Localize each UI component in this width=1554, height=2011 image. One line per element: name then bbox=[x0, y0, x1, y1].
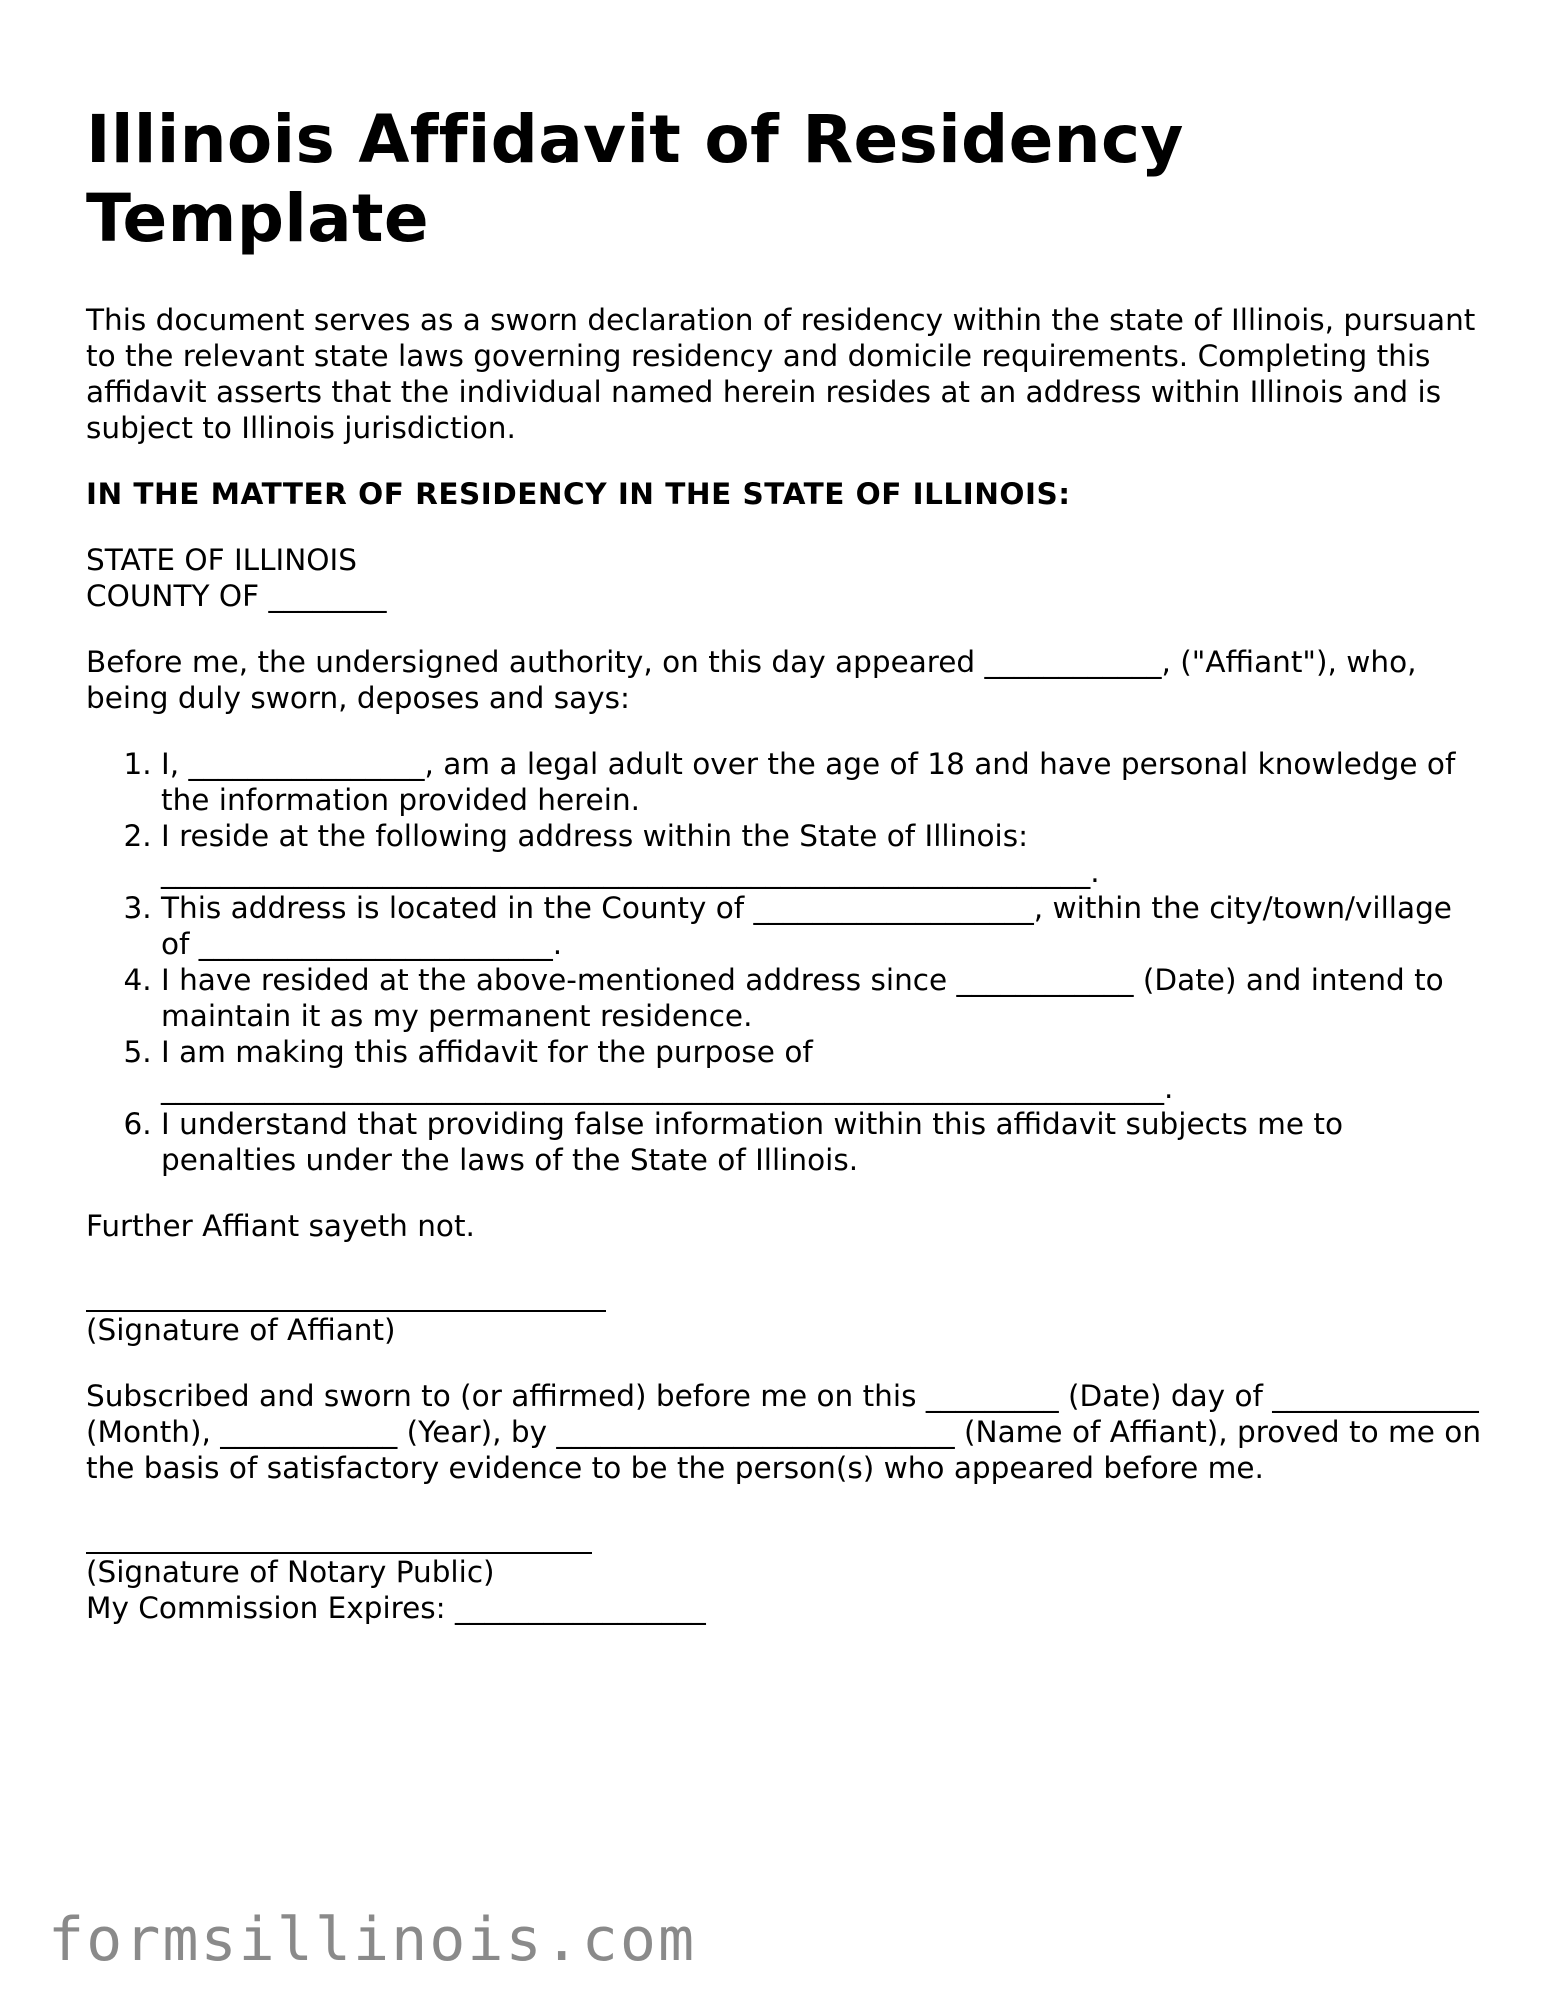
appeared-paragraph: Before me, the undersigned authority, on this day appeared ____________, ("Affiant"), who, being duly sworn, deposes and says: bbox=[86, 645, 1417, 716]
affiant-signature-line bbox=[86, 1274, 606, 1312]
county-line: COUNTY OF ________ bbox=[86, 579, 387, 614]
site-watermark: formsillinois.com bbox=[48, 1905, 697, 1975]
matter-heading: IN THE MATTER OF RESIDENCY IN THE STATE OF ILLINOIS: bbox=[86, 477, 1071, 512]
affidavit-page bbox=[86, 100, 1486, 1626]
statement-item: 4. I have resided at the above-mentioned address since ____________ (Date) and intend to maintain it as my permanent residence. bbox=[161, 962, 1486, 1034]
state-line: STATE OF ILLINOIS bbox=[86, 543, 357, 578]
further-statement: Further Affiant sayeth not. bbox=[86, 1209, 475, 1244]
statement-item: 1. I, ________________, am a legal adult over the age of 18 and have personal knowledge of the information provided herein. bbox=[161, 746, 1486, 818]
statement-item: 3. This address is located in the County of ___________________, within the city/town/village of ________________________. bbox=[161, 890, 1486, 962]
statement-item: 6. I understand that providing false information within this affidavit subjects me to penalties under the laws of the State of Illinois. bbox=[161, 1106, 1486, 1178]
statement-item: 2. I reside at the following address within the State of Illinois: _______________________________________________________________. bbox=[161, 818, 1486, 890]
affiant-signature-label: (Signature of Affiant) bbox=[86, 1313, 396, 1348]
intro-paragraph: This document serves as a sworn declaration of residency within the state of Illinois, pursuant to the relevant state laws governing residency and domicile requirements. Completing this affidavit asserts that the individual named herein resides at an address within Illinois and is subject to Illinois jurisdiction. bbox=[86, 303, 1476, 446]
document-title: Illinois Affidavit of Residency Template bbox=[86, 101, 1184, 258]
subscribed-paragraph: Subscribed and sworn to (or affirmed) before me on this _________ (Date) day of ______________ (Month), ____________ (Year), by ___________________________ (Name of Affiant), proved to me on the basis of satisfactory evidence to be the person(s) who appeared before me. bbox=[86, 1379, 1482, 1486]
commission-expires: My Commission Expires: _________________ bbox=[86, 1591, 706, 1626]
venue-block bbox=[86, 542, 1486, 614]
statement-item: 5. I am making this affidavit for the purpose of ____________________________________________________________________. bbox=[161, 1034, 1486, 1106]
notary-signature-label: (Signature of Notary Public) bbox=[86, 1555, 495, 1590]
affidavit-statements bbox=[86, 746, 1486, 1178]
notary-signature-line bbox=[86, 1516, 592, 1554]
